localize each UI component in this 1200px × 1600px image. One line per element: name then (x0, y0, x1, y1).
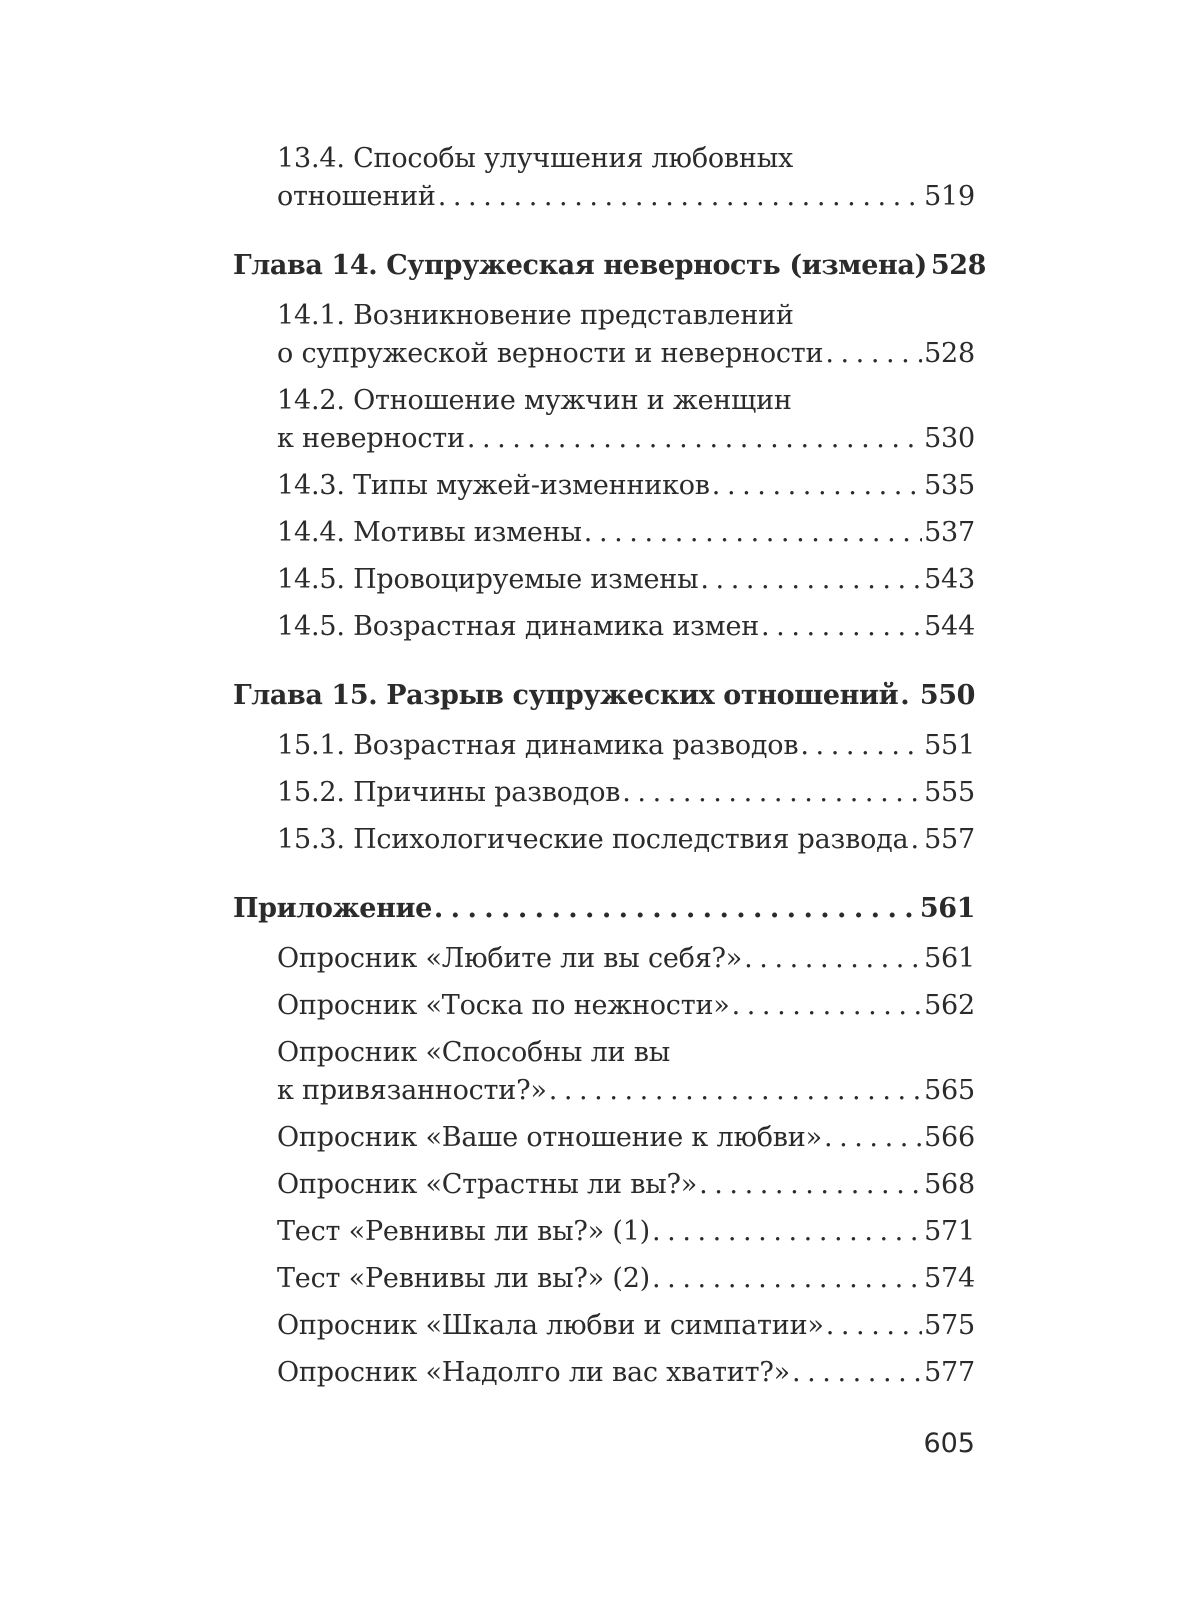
toc-page-number: 561 (924, 943, 975, 974)
toc-entry-questionnaire-passion (233, 1166, 975, 1204)
toc-entry-leader-line (277, 1354, 975, 1392)
dot-leader (700, 561, 922, 599)
toc-entry-title: 14.5. Возрастная динамика измен (277, 611, 760, 642)
toc-entry-title: 15.2. Причины разводов (277, 777, 621, 808)
toc-entry-leader-line (277, 514, 975, 552)
dot-leader (622, 774, 922, 812)
toc-entry-leader-line (277, 1260, 975, 1298)
toc-entry-leader-line (277, 335, 975, 373)
toc-entry-questionnaire-endurance (233, 1354, 975, 1392)
toc-entry-questionnaire-tenderness (233, 987, 975, 1025)
toc-entry-leader-line (277, 1119, 975, 1157)
toc-entry-leader-line (277, 1072, 975, 1110)
toc-entry-15-3 (233, 821, 975, 859)
dot-leader (699, 1166, 922, 1204)
toc-page-number: 565 (924, 1075, 975, 1106)
toc-entry-title: Тест «Ревнивы ли вы?» (2) (277, 1263, 651, 1294)
toc-entry-title: 14.3. Типы мужей-изменников (277, 470, 710, 501)
toc-entry-title-line1: 13.4. Способы улучшения любовных (277, 143, 794, 174)
toc-entry-14-5a (233, 561, 975, 599)
toc-entry-title: Опросник «Страстны ли вы?» (277, 1169, 698, 1200)
toc-entry-leader-line (277, 821, 975, 859)
toc-entry-questionnaire-self-love (233, 940, 975, 978)
toc-page-number: 557 (924, 824, 975, 855)
dot-leader (744, 940, 922, 978)
table-of-contents (233, 140, 987, 1392)
dot-leader (467, 420, 922, 458)
toc-page-number: 528 (930, 250, 987, 281)
toc-page-number: 566 (924, 1122, 975, 1153)
toc-entry-test-jealousy-2 (233, 1260, 975, 1298)
toc-entry-leader-line (277, 774, 975, 812)
toc-page-number: 543 (924, 564, 975, 595)
dot-leader (652, 1213, 922, 1251)
toc-chapter-15 (233, 677, 975, 715)
toc-appendix (233, 890, 975, 928)
dot-leader (825, 335, 922, 373)
toc-page-number: 575 (924, 1310, 975, 1341)
toc-entry-leader-line (277, 1213, 975, 1251)
toc-entry-title: отношений (277, 181, 436, 212)
toc-page-number: 561 (919, 893, 975, 924)
dot-leader (792, 1354, 922, 1392)
toc-entry-14-4 (233, 514, 975, 552)
dot-leader (652, 1260, 922, 1298)
toc-entry-leader-line (277, 561, 975, 599)
toc-page-number: 555 (924, 777, 975, 808)
dot-leader (584, 514, 922, 552)
page-number-footer: 605 (923, 1428, 975, 1459)
toc-entry-title: к привязанности?» (277, 1075, 547, 1106)
toc-entry-title: Опросник «Любите ли вы себя?» (277, 943, 743, 974)
toc-chapter-title: Приложение (233, 893, 432, 924)
dot-leader (824, 1119, 922, 1157)
toc-page-number: 528 (924, 338, 975, 369)
toc-entry-13-4 (233, 140, 975, 216)
toc-chapter-title: Глава 15. Разрыв супружеских отношений (233, 680, 899, 711)
toc-entry-title: к неверности (277, 423, 465, 454)
toc-page-number: 544 (924, 611, 975, 642)
toc-page-number: 535 (924, 470, 975, 501)
toc-page-number: 550 (919, 680, 975, 711)
toc-chapter-14 (233, 247, 987, 285)
toc-entry-leader-line (233, 247, 987, 285)
toc-entry-title: Опросник «Ваше отношение к любви» (277, 1122, 822, 1153)
toc-entry-title-line1: 14.1. Возникновение представлений (277, 300, 794, 331)
dot-leader (900, 677, 918, 715)
toc-entry-title: 14.4. Мотивы измены (277, 517, 582, 548)
toc-entry-14-5b (233, 608, 975, 646)
toc-page-number: 530 (924, 423, 975, 454)
toc-entry-questionnaire-attachment (233, 1034, 975, 1110)
toc-page-number: 537 (924, 517, 975, 548)
toc-entry-title: Тест «Ревнивы ли вы?» (1) (277, 1216, 651, 1247)
toc-page-number: 519 (924, 181, 975, 212)
toc-page-number: 562 (924, 990, 975, 1021)
toc-entry-title: 14.5. Провоцируемые измены (277, 564, 699, 595)
toc-page-number: 574 (924, 1263, 975, 1294)
toc-entry-leader-line (277, 1307, 975, 1345)
toc-entry-leader-line (277, 1166, 975, 1204)
toc-entry-title-line1: 14.2. Отношение мужчин и женщин (277, 385, 792, 416)
toc-entry-title: 15.3. Психологические последствия развода (277, 824, 909, 855)
dot-leader (732, 987, 922, 1025)
toc-entry-leader-line (233, 890, 975, 928)
toc-entry-14-3 (233, 467, 975, 505)
dot-leader (434, 890, 918, 928)
dot-leader (438, 178, 922, 216)
toc-entry-title: 15.1. Возрастная динамика разводов (277, 730, 799, 761)
toc-entry-14-1 (233, 297, 975, 373)
toc-entry-14-2 (233, 382, 975, 458)
toc-entry-leader-line (277, 727, 975, 765)
toc-entry-leader-line (277, 420, 975, 458)
toc-entry-questionnaire-attitude (233, 1119, 975, 1157)
dot-leader (712, 467, 922, 505)
toc-page-number: 577 (924, 1357, 975, 1388)
toc-page-number: 568 (924, 1169, 975, 1200)
toc-entry-title: Опросник «Надолго ли вас хватит?» (277, 1357, 790, 1388)
toc-entry-leader-line (233, 677, 975, 715)
toc-entry-title-line1: Опросник «Способны ли вы (277, 1037, 670, 1068)
toc-entry-test-jealousy-1 (233, 1213, 975, 1251)
toc-entry-leader-line (277, 987, 975, 1025)
dot-leader (761, 608, 922, 646)
toc-entry-leader-line (277, 467, 975, 505)
dot-leader (826, 1307, 922, 1345)
toc-page-number: 551 (924, 730, 975, 761)
toc-entry-leader-line (277, 940, 975, 978)
toc-entry-15-2 (233, 774, 975, 812)
toc-chapter-title: Глава 14. Супружеская неверность (измена) (233, 250, 927, 281)
toc-entry-title: Опросник «Шкала любви и симпатии» (277, 1310, 824, 1341)
toc-entry-leader-line (277, 178, 975, 216)
dot-leader (800, 727, 922, 765)
toc-entry-leader-line (277, 608, 975, 646)
toc-entry-title: Опросник «Тоска по нежности» (277, 990, 730, 1021)
toc-entry-15-1 (233, 727, 975, 765)
dot-leader (910, 821, 922, 859)
toc-entry-questionnaire-love-scale (233, 1307, 975, 1345)
dot-leader (549, 1072, 922, 1110)
toc-entry-title: о супружеской верности и неверности (277, 338, 824, 369)
toc-page-number: 571 (924, 1216, 975, 1247)
